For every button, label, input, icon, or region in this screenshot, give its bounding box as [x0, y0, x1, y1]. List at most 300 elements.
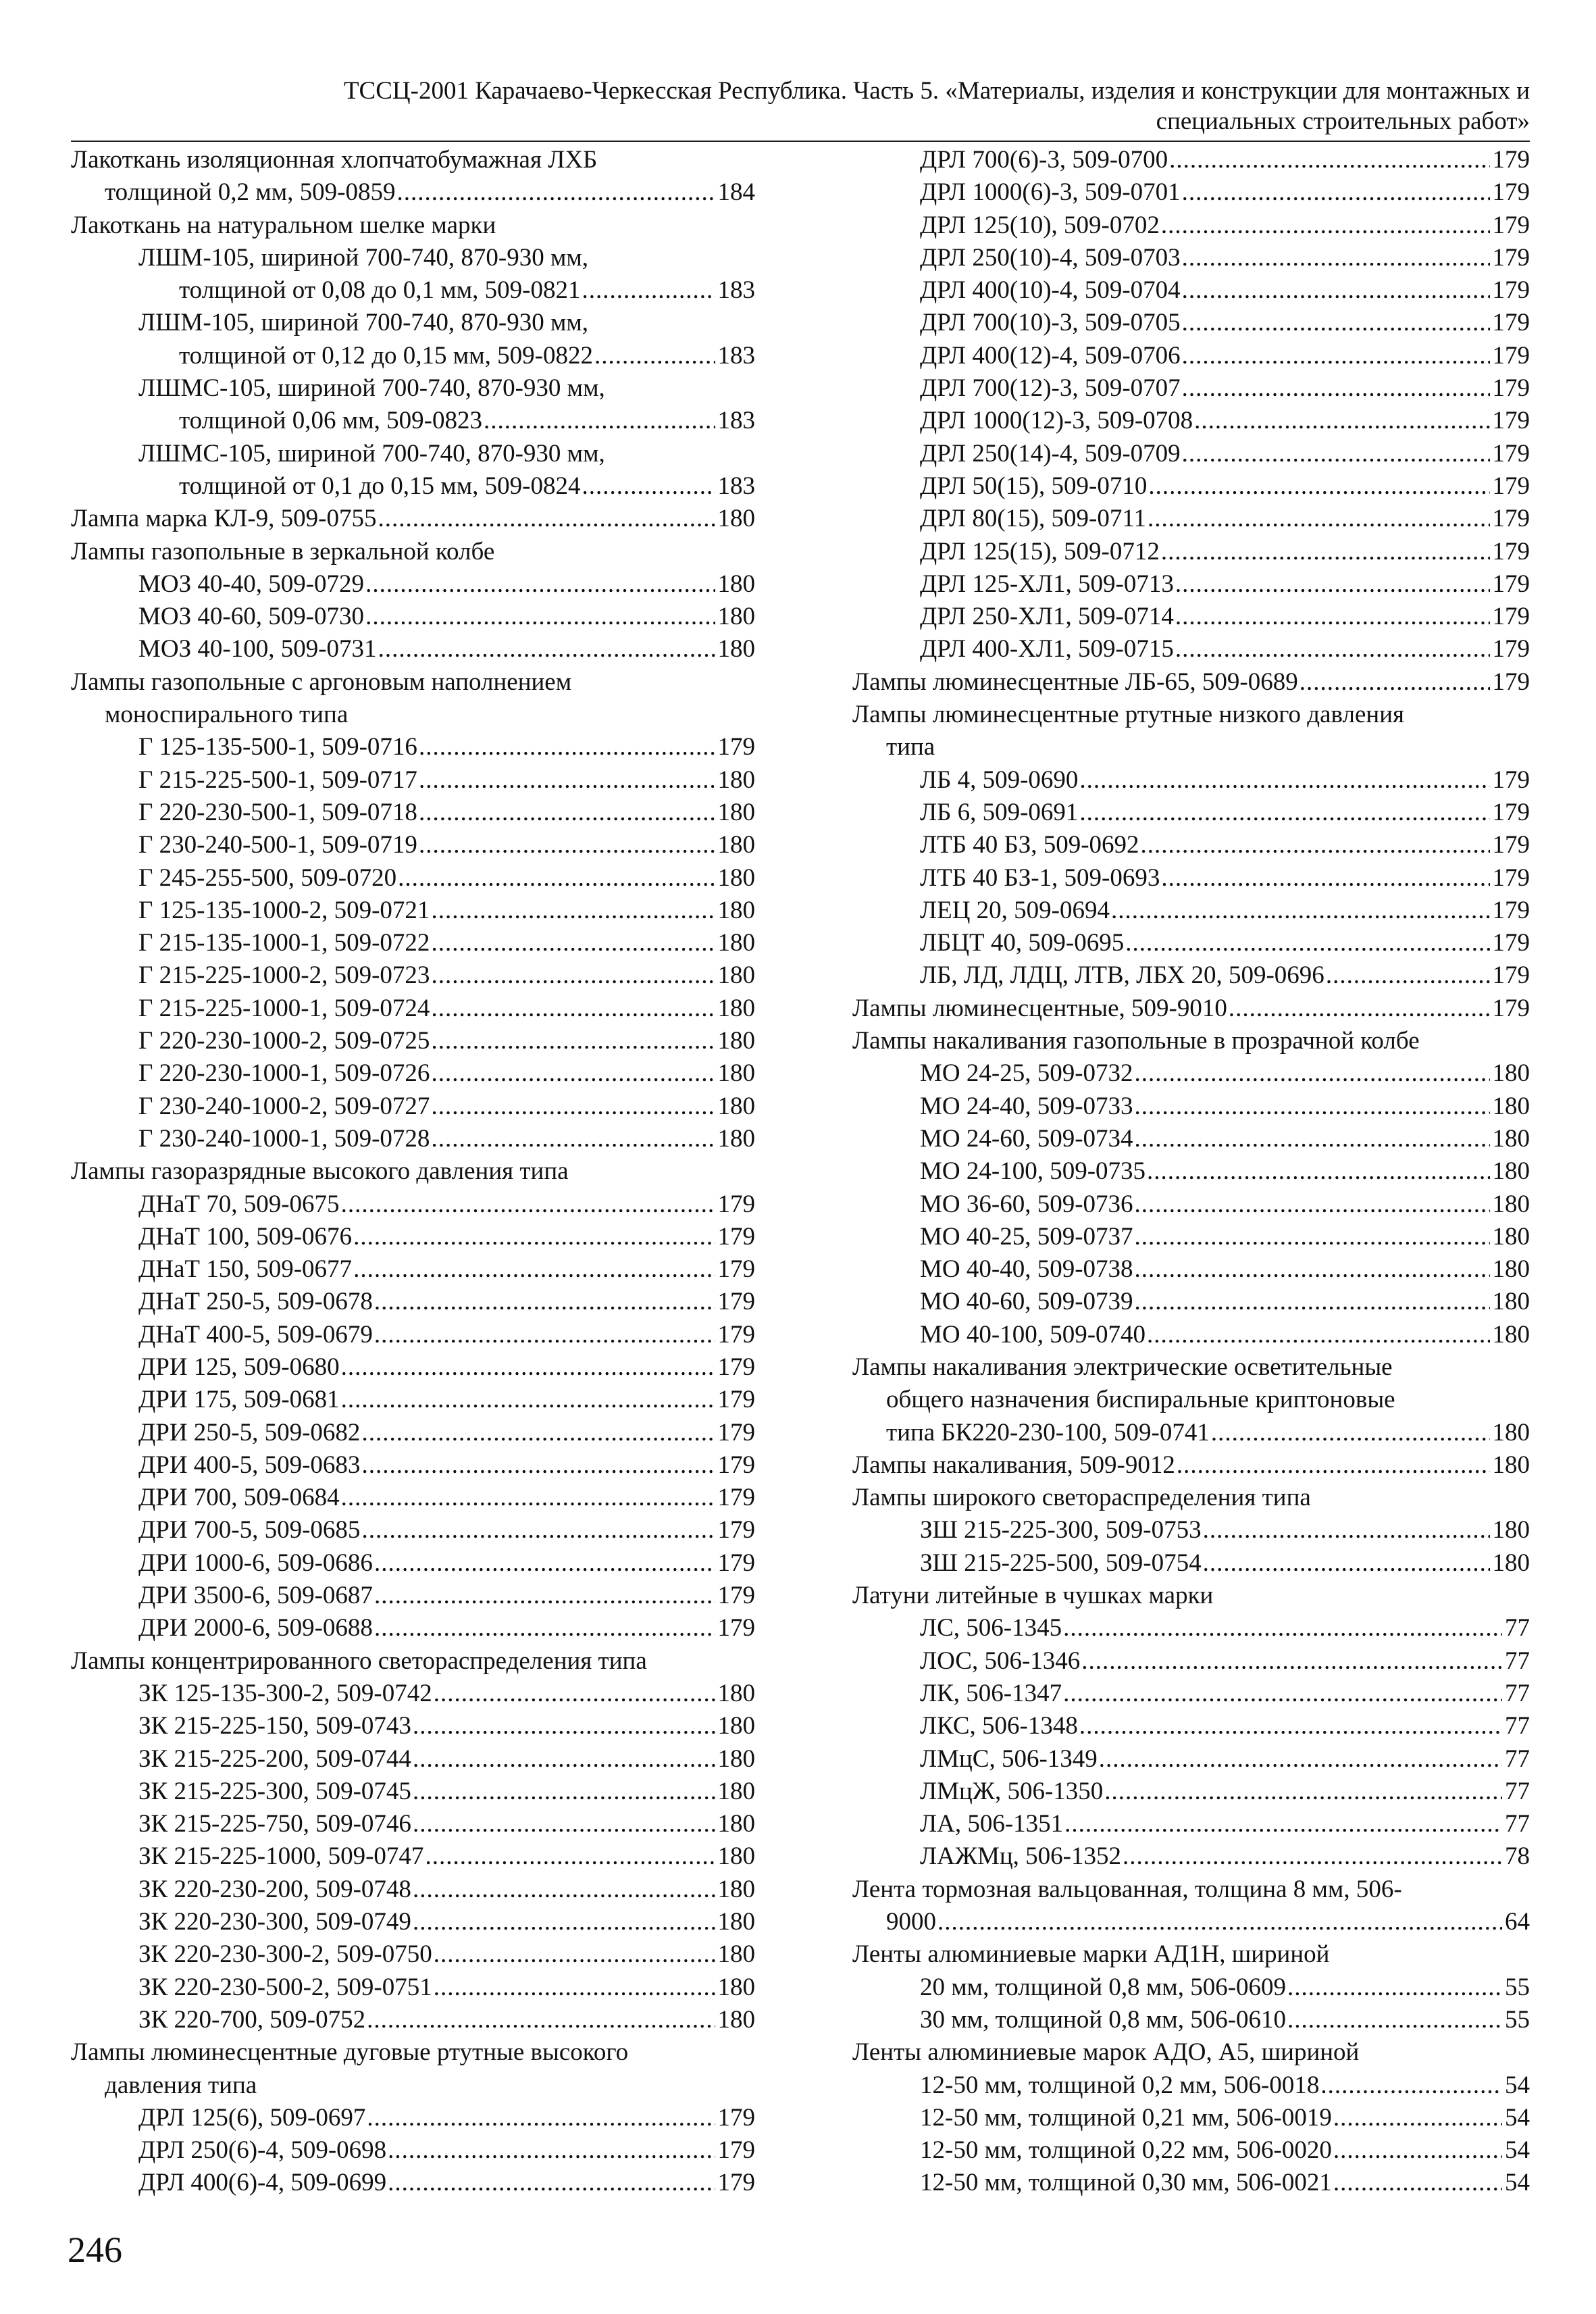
- dot-leader: [1181, 307, 1490, 339]
- index-entry: [852, 307, 1530, 339]
- dot-leader: [1145, 1155, 1489, 1188]
- index-entry: [852, 470, 1530, 503]
- index-entry: [852, 209, 1530, 242]
- index-entry-page: 54: [1505, 2103, 1530, 2132]
- index-entry-page: 180: [1492, 1222, 1530, 1251]
- dot-leader: [482, 405, 715, 437]
- index-entry-text: Ленты алюминиевые марки АД1Н, шириной: [852, 1940, 1330, 1969]
- index-entry: [852, 666, 1530, 699]
- index-entry-page: 180: [1492, 1255, 1530, 1284]
- dot-leader: [423, 1840, 715, 1873]
- dot-leader: [377, 503, 715, 535]
- index-entry-page: 77: [1505, 1777, 1530, 1805]
- index-entry-text: ЛБЦТ 40, 509-0695: [920, 929, 1125, 957]
- page-number: 246: [68, 2230, 122, 2270]
- index-entry-text: ЛЕЦ 20, 509-0694: [920, 896, 1110, 924]
- index-entry-page: 180: [1492, 1059, 1530, 1088]
- index-column-right: [852, 144, 1530, 2200]
- dot-leader: [417, 731, 715, 763]
- index-entry-page: 179: [1492, 178, 1530, 207]
- dot-leader: [1174, 601, 1490, 633]
- index-entry-text: 9000: [886, 1908, 936, 1936]
- index-entry: [852, 536, 1530, 568]
- index-entry-page: 180: [717, 863, 755, 892]
- index-entry: [71, 1221, 755, 1253]
- index-entry-page: 64: [1505, 1908, 1530, 1936]
- index-entry-text: ЗК 220-230-500-2, 509-0751: [138, 1973, 432, 2001]
- index-entry: [71, 372, 755, 405]
- index-entry-page: 179: [717, 1288, 755, 1316]
- dot-leader: [1098, 1743, 1502, 1776]
- index-entry: [71, 633, 755, 665]
- index-entry-page: 180: [717, 1744, 755, 1773]
- index-entry-text: Лампы люминесцентные, 509-9010: [852, 994, 1227, 1022]
- index-entry-text: ДРИ 3500-6, 509-0687: [138, 1582, 373, 1610]
- index-entry-page: 179: [717, 1484, 755, 1512]
- dot-leader: [340, 1351, 715, 1384]
- dot-leader: [1174, 633, 1490, 665]
- index-entry-text: Лампа марка КЛ-9, 509-0755: [71, 505, 377, 533]
- dot-leader: [1227, 992, 1490, 1025]
- dot-leader: [364, 568, 715, 601]
- index-entry-page: 77: [1505, 1646, 1530, 1675]
- index-entry: [71, 1384, 755, 1416]
- index-entry: [852, 1253, 1530, 1286]
- index-entry: [852, 1025, 1530, 1057]
- index-entry-text: ЛС, 506-1345: [920, 1614, 1062, 1642]
- dot-leader: [432, 1678, 715, 1710]
- index-entry: [852, 372, 1530, 405]
- dot-leader: [386, 2134, 715, 2167]
- dot-leader: [417, 764, 715, 797]
- index-entry-page: 180: [1492, 1549, 1530, 1577]
- index-entry: [852, 797, 1530, 829]
- index-entry: [852, 862, 1530, 895]
- index-entry-text: Лампы люминесцентные ЛБ-65, 509-0689: [852, 668, 1298, 696]
- index-entry: [71, 862, 755, 895]
- index-entry-text: толщиной 0,06 мм, 509-0823: [179, 407, 482, 435]
- index-entry-text: ДРЛ 250(6)-4, 509-0698: [138, 2136, 387, 2165]
- index-entry-page: 179: [1492, 961, 1530, 990]
- index-entry-page: 54: [1505, 2169, 1530, 2197]
- dot-leader: [430, 1057, 715, 1090]
- index-entry-page: 179: [717, 1418, 755, 1447]
- index-entry-page: 179: [717, 1255, 755, 1284]
- index-entry-text: ДРИ 175, 509-0681: [138, 1386, 340, 1414]
- dot-leader: [1110, 895, 1490, 927]
- dot-leader: [1133, 1090, 1490, 1123]
- dot-leader: [373, 1286, 715, 1318]
- index-entry-text: МО 24-25, 509-0732: [920, 1059, 1133, 1088]
- dot-leader: [1181, 372, 1490, 405]
- dot-leader: [1286, 1971, 1502, 2004]
- index-entry: [852, 1482, 1530, 1514]
- index-entry: [71, 209, 755, 242]
- index-entry: [852, 1351, 1530, 1384]
- index-entry-page: 179: [1492, 765, 1530, 794]
- index-entry-text: Лакоткань на натуральном шелке марки: [71, 211, 496, 239]
- index-entry-text: ЛБ 4, 509-0690: [920, 765, 1079, 794]
- index-entry-page: 179: [1492, 505, 1530, 533]
- index-entry-text: давления типа: [105, 2071, 257, 2099]
- index-entry-text: типа БК220-230-100, 509-0741: [886, 1418, 1210, 1447]
- dot-leader: [580, 274, 715, 307]
- index-entry: [852, 1938, 1530, 1971]
- index-entry-text: ЗК 220-230-200, 509-0748: [138, 1875, 411, 1903]
- index-entry-page: 77: [1505, 1744, 1530, 1773]
- index-entry-text: ДРЛ 125(10), 509-0702: [920, 211, 1160, 239]
- index-entry: [852, 2102, 1530, 2134]
- index-entry: [852, 1417, 1530, 1449]
- index-entry-text: Лампы широкого светораспределения типа: [852, 1484, 1311, 1512]
- index-entry-page: 180: [717, 896, 755, 924]
- dot-leader: [373, 1319, 715, 1351]
- index-entry: [71, 1057, 755, 1090]
- index-entry-text: ДНаТ 250-5, 509-0678: [138, 1288, 373, 1316]
- dot-leader: [1175, 1449, 1490, 1482]
- index-entry-text: ДРЛ 700(10)-3, 509-0705: [920, 309, 1181, 337]
- index-entry-page: 180: [717, 994, 755, 1022]
- dot-leader: [1160, 209, 1490, 242]
- index-entry: [71, 731, 755, 763]
- dot-leader: [417, 797, 715, 829]
- index-entry: [852, 601, 1530, 633]
- index-entry: [71, 2036, 755, 2069]
- index-entry-page: 179: [717, 1320, 755, 1349]
- dot-leader: [1324, 959, 1490, 992]
- index-entry-text: Г 220-230-1000-1, 509-0726: [138, 1059, 430, 1088]
- dot-leader: [430, 992, 715, 1025]
- index-entry-page: 180: [717, 1027, 755, 1055]
- index-entry-text: Г 215-225-1000-2, 509-0723: [138, 961, 430, 990]
- index-entry-page: 180: [717, 1777, 755, 1805]
- index-entry-page: 180: [1492, 1124, 1530, 1153]
- index-entry: [71, 242, 755, 274]
- index-entry-text: Г 125-135-500-1, 509-0716: [138, 733, 417, 761]
- index-entry-text: Г 220-230-1000-2, 509-0725: [138, 1027, 430, 1055]
- dot-leader: [373, 1612, 715, 1644]
- index-entry-page: 179: [1492, 635, 1530, 663]
- index-entry-text: Лампы накаливания газопольные в прозрачной колбе: [852, 1027, 1420, 1055]
- index-entry-page: 179: [717, 1582, 755, 1610]
- index-entry-text: ЗК 220-700, 509-0752: [138, 2005, 366, 2034]
- dot-leader: [395, 176, 715, 209]
- index-entry: [852, 1873, 1530, 1906]
- index-entry: [852, 1645, 1530, 1678]
- dot-leader: [1332, 2134, 1502, 2167]
- index-entry: [852, 764, 1530, 797]
- index-entry: [71, 274, 755, 307]
- index-entry: [71, 764, 755, 797]
- dot-leader: [1174, 568, 1490, 601]
- index-entry-text: ЗК 220-230-300, 509-0749: [138, 1908, 411, 1936]
- index-entry: [71, 536, 755, 568]
- index-entry: [852, 2036, 1530, 2069]
- index-entry: [71, 1580, 755, 1612]
- index-entry: [71, 438, 755, 470]
- index-entry-text: 30 мм, толщиной 0,8 мм, 506-0610: [920, 2005, 1287, 2034]
- dot-leader: [352, 1253, 715, 1286]
- index-entry-page: 179: [1492, 668, 1530, 696]
- running-header-line-1: ТССЦ-2001 Карачаево-Черкесская Республика. Часть 5. «Материалы, изделия и конструкции для монтажных и: [343, 77, 1530, 105]
- dot-leader: [430, 927, 715, 959]
- index-entry-page: 179: [1492, 276, 1530, 305]
- index-entry-text: Лампы накаливания, 509-9012: [852, 1451, 1175, 1479]
- index-entry: [71, 1710, 755, 1742]
- dot-leader: [936, 1906, 1502, 1938]
- index-entry: [852, 340, 1530, 372]
- index-entry-text: ЛШМ-105, шириной 700-740, 870-930 мм,: [138, 243, 589, 272]
- index-entry-text: ДРЛ 125(15), 509-0712: [920, 537, 1160, 565]
- index-entry: [852, 503, 1530, 535]
- dot-leader: [396, 862, 715, 895]
- index-entry-page: 77: [1505, 1810, 1530, 1838]
- index-entry-text: 12-50 мм, толщиной 0,22 мм, 506-0020: [920, 2136, 1332, 2165]
- dot-leader: [1332, 2167, 1502, 2199]
- index-entry-page: 179: [717, 1190, 755, 1218]
- dot-leader: [1078, 797, 1489, 829]
- index-entry-text: ЛТБ 40 БЗ, 509-0692: [920, 831, 1139, 859]
- index-entry: [852, 1514, 1530, 1546]
- index-entry: [852, 568, 1530, 601]
- index-entry: [71, 1678, 755, 1710]
- index-entry: [71, 1906, 755, 1938]
- index-entry-text: ЗК 220-230-300-2, 509-0750: [138, 1940, 432, 1969]
- index-entry: [852, 242, 1530, 274]
- index-entry-text: моноспирального типа: [105, 701, 349, 729]
- dot-leader: [1139, 829, 1490, 861]
- dot-leader: [1181, 438, 1490, 470]
- index-entry-page: 77: [1505, 1679, 1530, 1707]
- index-entry-text: МО 40-40, 509-0738: [920, 1255, 1133, 1284]
- index-entry-text: Лампы концентрированного светораспределения типа: [71, 1646, 647, 1675]
- index-entry-page: 179: [1492, 407, 1530, 435]
- dot-leader: [1210, 1417, 1490, 1449]
- index-entry-text: ЛА, 506-1351: [920, 1810, 1064, 1838]
- index-entry-text: Г 230-240-1000-1, 509-0728: [138, 1124, 430, 1153]
- dot-leader: [365, 2102, 715, 2134]
- dot-leader: [340, 1188, 715, 1221]
- dot-leader: [377, 633, 715, 665]
- index-entry-text: ЛОС, 506-1346: [920, 1646, 1081, 1675]
- dot-leader: [1062, 1612, 1502, 1644]
- index-entry: [852, 1221, 1530, 1253]
- index-entry-text: ДРЛ 400-ХЛ1, 509-0715: [920, 635, 1174, 663]
- index-entry: [71, 829, 755, 861]
- index-entry-page: 180: [717, 765, 755, 794]
- index-entry-page: 179: [1492, 603, 1530, 631]
- index-entry-page: 180: [717, 603, 755, 631]
- index-entry-page: 179: [1492, 211, 1530, 239]
- dot-leader: [1146, 503, 1490, 535]
- index-entry-text: ЛМцС, 506-1349: [920, 1744, 1098, 1773]
- index-entry-page: 179: [1492, 309, 1530, 337]
- index-entry-text: ЛТБ 40 БЗ-1, 509-0693: [920, 863, 1160, 892]
- index-entry: [71, 1123, 755, 1155]
- index-entry-text: толщиной от 0,12 до 0,15 мм, 509-0822: [179, 341, 593, 370]
- index-entry: [852, 144, 1530, 176]
- index-entry: [71, 2167, 755, 2199]
- index-entry: [852, 2069, 1530, 2102]
- index-entry: [71, 144, 755, 176]
- index-entry-text: общего назначения биспиральные криптоновые: [886, 1386, 1395, 1414]
- index-entry-page: 180: [717, 1875, 755, 1903]
- index-entry-text: Лампы накаливания электрические осветительные: [852, 1353, 1393, 1381]
- index-entry-page: 179: [717, 1353, 755, 1381]
- index-entry-page: 179: [1492, 439, 1530, 468]
- index-entry: [71, 1482, 755, 1514]
- index-entry-text: ДРИ 700, 509-0684: [138, 1484, 340, 1512]
- index-entry: [852, 1612, 1530, 1644]
- index-entry-page: 180: [717, 1712, 755, 1740]
- dot-leader: [593, 340, 715, 372]
- index-entry-text: ЗК 215-225-300, 509-0745: [138, 1777, 411, 1805]
- index-entry-page: 179: [1492, 570, 1530, 598]
- index-entry-page: 180: [1492, 1190, 1530, 1218]
- index-entry: [71, 992, 755, 1025]
- dot-leader: [411, 1808, 715, 1840]
- index-entry-text: ДРЛ 400(12)-4, 509-0706: [920, 341, 1181, 370]
- dot-leader: [430, 959, 715, 992]
- dot-leader: [1181, 274, 1490, 307]
- index-entry-page: 180: [717, 570, 755, 598]
- dot-leader: [1202, 1514, 1490, 1546]
- index-entry: [71, 1351, 755, 1384]
- index-entry-text: ДНаТ 400-5, 509-0679: [138, 1320, 373, 1349]
- index-entry-text: ДРЛ 125(6), 509-0697: [138, 2103, 366, 2132]
- index-entry-text: Г 215-225-1000-1, 509-0724: [138, 994, 430, 1022]
- index-entry-text: ДРЛ 700(6)-3, 509-0700: [920, 146, 1168, 174]
- index-entry: [852, 1743, 1530, 1776]
- dot-leader: [432, 1971, 715, 2004]
- index-entry: [71, 1938, 755, 1971]
- index-entry-text: ЛШМС-105, шириной 700-740, 870-930 мм,: [138, 439, 605, 468]
- running-header-line-2: специальных строительных работ»: [1156, 107, 1530, 135]
- index-entry-page: 179: [717, 2136, 755, 2165]
- index-entry-text: ДРЛ 50(15), 509-0710: [920, 472, 1148, 500]
- index-entry-page: 179: [717, 1222, 755, 1251]
- index-entry-text: МО 24-100, 509-0735: [920, 1157, 1146, 1186]
- dot-leader: [1062, 1678, 1502, 1710]
- index-entry-page: 179: [717, 1549, 755, 1577]
- index-entry-page: 179: [717, 1614, 755, 1642]
- index-entry-page: 179: [1492, 537, 1530, 565]
- header-rule: [71, 141, 1530, 142]
- index-entry-text: ЛБ 6, 509-0691: [920, 798, 1079, 826]
- dot-leader: [1286, 2004, 1502, 2036]
- index-entry-text: ДРИ 1000-6, 509-0686: [138, 1549, 373, 1577]
- index-entry-page: 179: [1492, 374, 1530, 403]
- index-entry-text: Г 245-255-500, 509-0720: [138, 863, 397, 892]
- index-entry-text: МО 40-60, 509-0739: [920, 1288, 1133, 1316]
- index-entry-text: толщиной от 0,1 до 0,15 мм, 509-0824: [179, 472, 581, 500]
- index-entry-text: ДНаТ 150, 509-0677: [138, 1255, 353, 1284]
- index-entry-page: 179: [1492, 798, 1530, 826]
- index-entry: [71, 503, 755, 535]
- index-entry: [852, 895, 1530, 927]
- index-entry-text: МО 24-60, 509-0734: [920, 1124, 1133, 1153]
- index-entry: [852, 1678, 1530, 1710]
- index-entry: [71, 1449, 755, 1482]
- dot-leader: [1147, 470, 1489, 503]
- index-entry: [852, 1906, 1530, 1938]
- index-entry: [852, 1710, 1530, 1742]
- dot-leader: [432, 1938, 715, 1971]
- index-entry-text: ДРЛ 125-ХЛ1, 509-0713: [920, 570, 1174, 598]
- index-entry-text: толщиной 0,2 мм, 509-0859: [105, 178, 396, 207]
- index-entry-text: ЗК 215-225-200, 509-0744: [138, 1744, 411, 1773]
- dot-leader: [580, 470, 715, 503]
- index-entry: [71, 1188, 755, 1221]
- index-entry-page: 179: [1492, 863, 1530, 892]
- index-entry-text: 12-50 мм, толщиной 0,30 мм, 506-0021: [920, 2169, 1332, 2197]
- index-entry-text: Лампы люминесцентные дуговые ртутные высокого: [71, 2038, 629, 2067]
- index-entry-text: типа: [886, 733, 935, 761]
- dot-leader: [360, 1417, 715, 1449]
- index-entry: [852, 1057, 1530, 1090]
- index-entry-text: ЛБ, ЛД, ЛДЦ, ЛТВ, ЛБХ 20, 509-0696: [920, 961, 1324, 990]
- index-entry-page: 77: [1505, 1614, 1530, 1642]
- dot-leader: [1160, 862, 1489, 895]
- index-entry: [71, 1808, 755, 1840]
- index-entry-text: ЛК, 506-1347: [920, 1679, 1062, 1707]
- index-entry: [71, 1743, 755, 1776]
- index-entry-page: 180: [717, 929, 755, 957]
- dot-leader: [430, 1090, 715, 1123]
- index-entry: [852, 1808, 1530, 1840]
- index-entry-page: 180: [1492, 1288, 1530, 1316]
- index-entry: [852, 405, 1530, 437]
- index-entry: [71, 1417, 755, 1449]
- index-entry: [852, 1090, 1530, 1123]
- index-entry: [852, 2167, 1530, 2199]
- index-entry: [71, 176, 755, 209]
- dot-leader: [1181, 340, 1490, 372]
- index-entry: [852, 699, 1530, 731]
- index-entry-text: 12-50 мм, толщиной 0,2 мм, 506-0018: [920, 2071, 1320, 2099]
- dot-leader: [1181, 242, 1490, 274]
- index-entry-page: 180: [717, 1810, 755, 1838]
- index-entry-text: ЗК 215-225-150, 509-0743: [138, 1712, 411, 1740]
- index-entry: [71, 927, 755, 959]
- index-entry: [852, 1319, 1530, 1351]
- index-entry-text: ЗК 215-225-750, 509-0746: [138, 1810, 411, 1838]
- dot-leader: [340, 1482, 715, 1514]
- index-entry-text: Г 215-135-1000-1, 509-0722: [138, 929, 430, 957]
- index-entry-page: 180: [717, 1092, 755, 1120]
- index-entry-text: ЛШМ-105, шириной 700-740, 870-930 мм,: [138, 309, 589, 337]
- dot-leader: [1133, 1057, 1490, 1090]
- index-entry: [852, 1384, 1530, 1416]
- index-entry: [71, 895, 755, 927]
- index-entry-page: 180: [717, 505, 755, 533]
- index-entry-page: 180: [717, 2005, 755, 2034]
- index-entry-text: Г 215-225-500-1, 509-0717: [138, 765, 417, 794]
- index-entry-text: Лампы газопольные с аргоновым наполнением: [71, 668, 572, 696]
- index-entry-page: 54: [1505, 2136, 1530, 2165]
- index-entry: [852, 1286, 1530, 1318]
- index-entry: [852, 1580, 1530, 1612]
- index-entry-text: ЗШ 215-225-300, 509-0753: [920, 1516, 1202, 1544]
- index-entry: [71, 1547, 755, 1580]
- dot-leader: [430, 1123, 715, 1155]
- index-entry-text: ЛМцЖ, 506-1350: [920, 1777, 1104, 1805]
- index-entry: [71, 1025, 755, 1057]
- index-entry-page: 179: [1492, 341, 1530, 370]
- index-entry-page: 179: [1492, 472, 1530, 500]
- index-entry-text: Лампы люминесцентные ртутные низкого давления: [852, 701, 1405, 729]
- index-entry-text: ДРЛ 250-ХЛ1, 509-0714: [920, 603, 1174, 631]
